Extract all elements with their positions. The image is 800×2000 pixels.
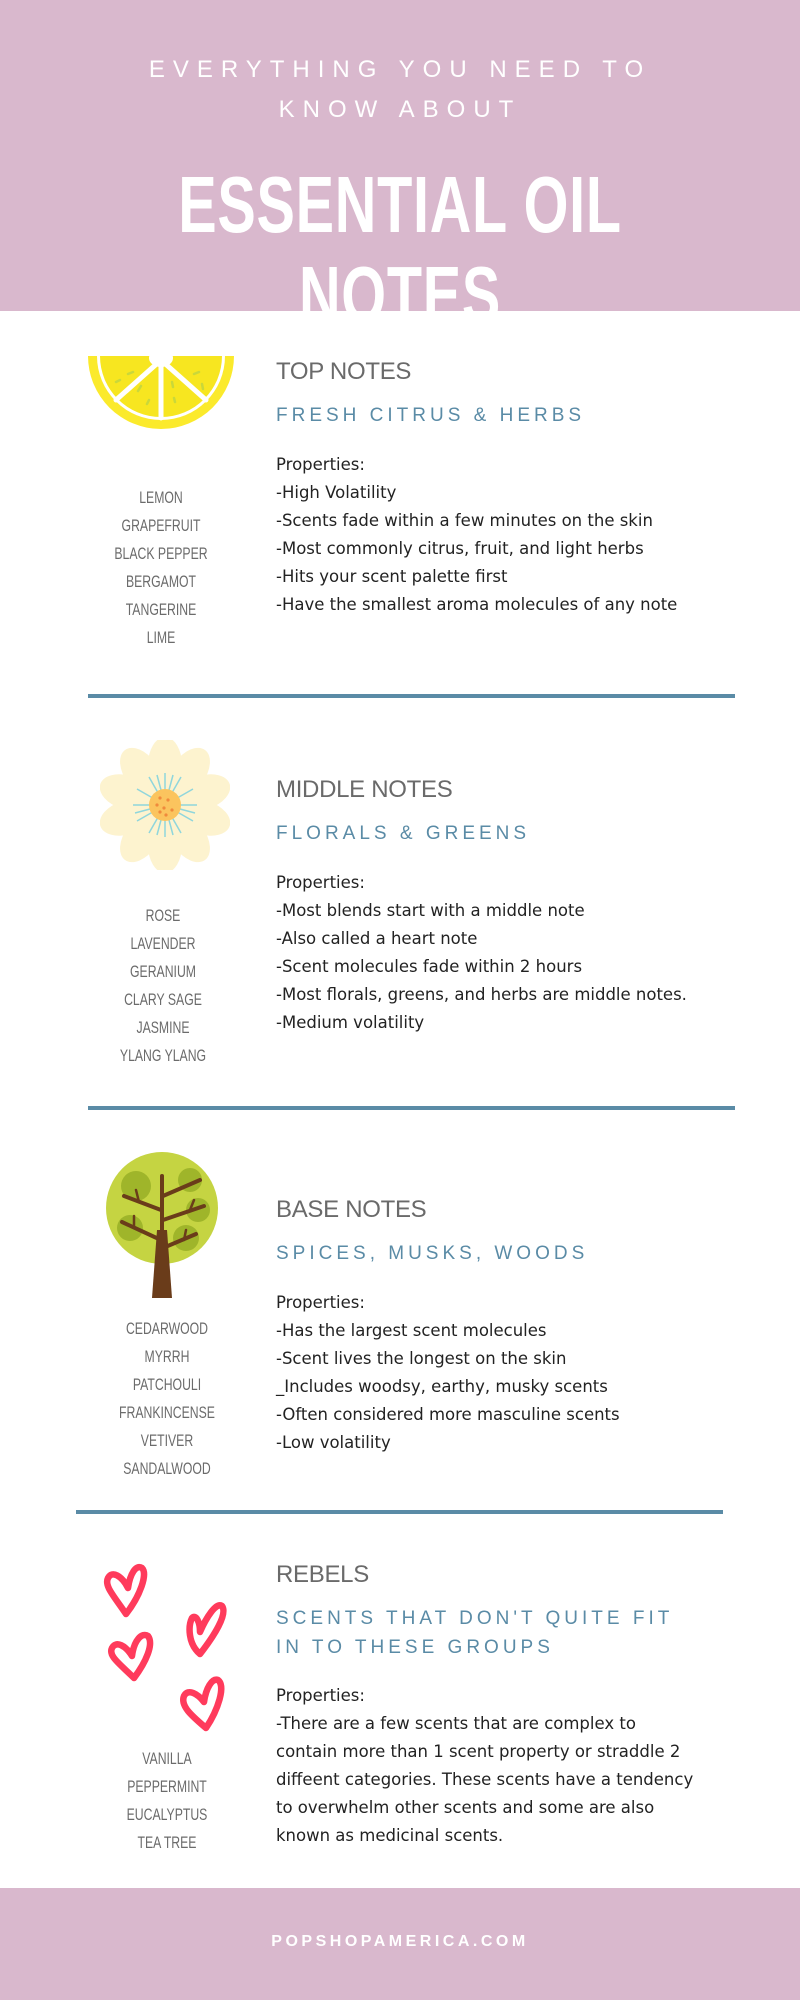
paragraph-line: contain more than 1 scent property or straddle 2 bbox=[276, 1742, 681, 1761]
property-item: -Most commonly citrus, fruit, and light herbs bbox=[276, 539, 644, 558]
property-item: -Has the largest scent molecules bbox=[276, 1321, 547, 1340]
oil-item: EUCALYPTUS bbox=[126, 1805, 208, 1824]
properties-label: Properties: bbox=[276, 455, 365, 474]
daisy-flower-icon bbox=[100, 740, 230, 870]
property-item: -Hits your scent palette first bbox=[276, 567, 508, 586]
property-item: -Also called a heart note bbox=[276, 929, 478, 948]
page-title: ESSENTIAL OIL NOTES bbox=[178, 160, 622, 339]
hearts-icon bbox=[100, 1556, 230, 1736]
tree-icon bbox=[104, 1150, 224, 1300]
oil-list bbox=[87, 1315, 247, 1483]
lemon-slice-icon bbox=[86, 356, 236, 434]
section-subheading: SPICES, MUSKS, WOODS bbox=[276, 1243, 589, 1264]
oil-item: LAVENDER bbox=[130, 934, 196, 953]
oil-item: BERGAMOT bbox=[125, 572, 197, 591]
kicker-line-1: EVERYTHING YOU NEED TO bbox=[148, 56, 652, 83]
oil-list bbox=[83, 902, 243, 1070]
oil-item: GRAPEFRUIT bbox=[121, 516, 201, 535]
oil-item: TANGERINE bbox=[125, 600, 197, 619]
header-banner bbox=[0, 0, 800, 339]
section-content bbox=[276, 775, 746, 1037]
property-item: _Includes woodsy, earthy, musky scents bbox=[276, 1377, 608, 1396]
oil-item: CEDARWOOD bbox=[125, 1319, 209, 1338]
oil-item: MYRRH bbox=[144, 1347, 190, 1366]
subheading-line-2: IN TO THESE GROUPS bbox=[276, 1637, 554, 1658]
properties-label: Properties: bbox=[276, 873, 365, 892]
property-item: -Scent molecules fade within 2 hours bbox=[276, 957, 583, 976]
paragraph-line: diffeent categories. These scents have a tendency bbox=[276, 1770, 694, 1789]
property-item: -High Volatility bbox=[276, 483, 397, 502]
oil-item: GERANIUM bbox=[130, 962, 196, 981]
properties-list bbox=[276, 451, 746, 619]
properties-list bbox=[276, 1289, 746, 1457]
oil-item: PATCHOULI bbox=[132, 1375, 202, 1394]
property-item: -Scents fade within a few minutes on the skin bbox=[276, 511, 653, 530]
section-heading: REBELS bbox=[276, 1561, 369, 1588]
section-heading: TOP NOTES bbox=[276, 358, 412, 385]
footer-website-link[interactable]: POPSHOPAMERICA.COM bbox=[271, 1933, 529, 1950]
paragraph-line: known as medicinal scents. bbox=[276, 1826, 504, 1845]
properties-paragraph bbox=[276, 1682, 746, 1850]
oil-item: YLANG YLANG bbox=[119, 1046, 207, 1065]
section-subheading bbox=[276, 1604, 746, 1662]
property-item: -Most blends start with a middle note bbox=[276, 901, 585, 920]
section-content bbox=[276, 1195, 746, 1457]
property-item: -Often considered more masculine scents bbox=[276, 1405, 620, 1424]
oil-list bbox=[87, 1745, 247, 1857]
section-content bbox=[276, 1560, 746, 1850]
oil-item: ROSE bbox=[145, 906, 181, 925]
oil-item: BLACK PEPPER bbox=[114, 544, 208, 563]
oil-item: FRANKINCENSE bbox=[119, 1403, 215, 1422]
property-item: -Most florals, greens, and herbs are middle notes. bbox=[276, 985, 687, 1004]
kicker-line-2: KNOW ABOUT bbox=[278, 96, 522, 123]
section-divider bbox=[88, 694, 735, 698]
properties-label: Properties: bbox=[276, 1686, 365, 1705]
section-divider bbox=[76, 1510, 723, 1514]
oil-list bbox=[81, 484, 241, 652]
footer-banner bbox=[0, 1888, 800, 2000]
oil-item: TEA TREE bbox=[137, 1833, 197, 1852]
section-content bbox=[276, 357, 746, 619]
oil-item: SANDALWOOD bbox=[123, 1459, 211, 1478]
section-heading: BASE NOTES bbox=[276, 1196, 427, 1223]
oil-item: PEPPERMINT bbox=[127, 1777, 207, 1796]
header-kicker bbox=[0, 50, 800, 130]
oil-item: LIME bbox=[146, 628, 176, 647]
section-subheading: FLORALS & GREENS bbox=[276, 823, 531, 844]
properties-list bbox=[276, 869, 746, 1037]
oil-item: CLARY SAGE bbox=[124, 990, 202, 1009]
property-item: -Medium volatility bbox=[276, 1013, 425, 1032]
property-item: -Low volatility bbox=[276, 1433, 391, 1452]
property-item: -Scent lives the longest on the skin bbox=[276, 1349, 567, 1368]
oil-item: VANILLA bbox=[142, 1749, 192, 1768]
oil-item: LEMON bbox=[139, 488, 183, 507]
section-heading: MIDDLE NOTES bbox=[276, 776, 453, 803]
oil-item: JASMINE bbox=[136, 1018, 190, 1037]
subheading-line-1: SCENTS THAT DON'T QUITE FIT bbox=[276, 1608, 674, 1629]
properties-label: Properties: bbox=[276, 1293, 365, 1312]
oil-item: VETIVER bbox=[140, 1431, 194, 1450]
property-item: -Have the smallest aroma molecules of any note bbox=[276, 595, 678, 614]
paragraph-line: to overwhelm other scents and some are also bbox=[276, 1798, 655, 1817]
paragraph-line: -There are a few scents that are complex to bbox=[276, 1714, 636, 1733]
section-subheading: FRESH CITRUS & HERBS bbox=[276, 405, 586, 426]
section-divider bbox=[88, 1106, 735, 1110]
